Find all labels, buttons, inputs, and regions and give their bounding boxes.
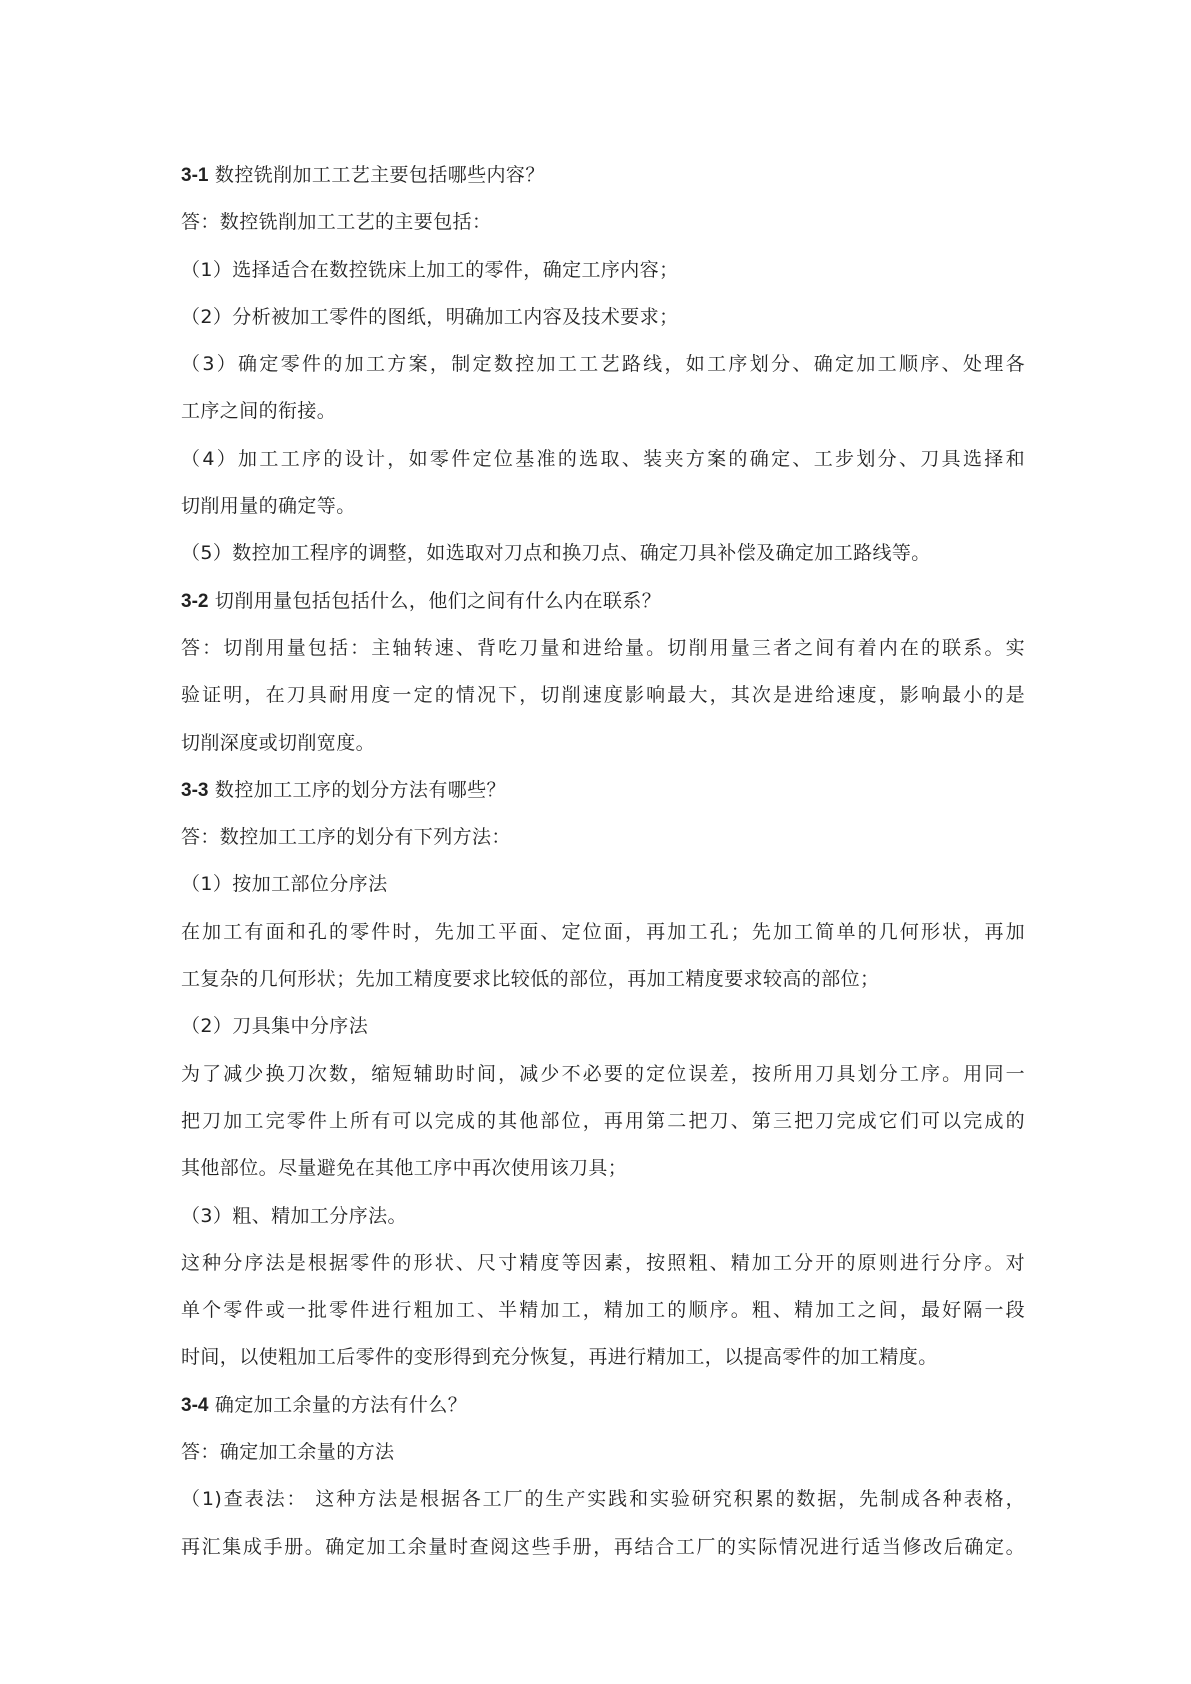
- answer-line: 答：确定加工余量的方法: [181, 1441, 395, 1464]
- question-title: 切削用量包括包括什么，他们之间有什么内在联系？: [214, 589, 662, 612]
- question-heading: [181, 1382, 1025, 1429]
- question-number: 3-4: [181, 1394, 209, 1416]
- answer-line: （2）刀具集中分序法: [181, 1015, 369, 1038]
- answer-line: （4）加工工序的设计，如零件定位基准的选取、装夹方案的确定、工步划分、刀具选择和: [181, 447, 1025, 470]
- answer-line: （1）按加工部位分序法: [181, 873, 388, 896]
- answer-line: （1）选择适合在数控铣床上加工的零件，确定工序内容；: [181, 258, 679, 281]
- question-number: 3-2: [181, 590, 209, 612]
- question-title: 确定加工余量的方法有什么？: [214, 1393, 468, 1416]
- answer-line: 答：数控铣削加工工艺的主要包括：: [181, 211, 492, 234]
- answer-line: 切削用量的确定等。: [181, 495, 356, 518]
- answer-line: （3）粗、精加工分序法。: [181, 1204, 407, 1227]
- answer-line: 切削深度或切削宽度。: [181, 731, 376, 754]
- answer-line: 工复杂的几何形状；先加工精度要求比较低的部位，再加工精度要求较高的部位；: [181, 968, 880, 991]
- answer-line: （3）确定零件的加工方案，制定数控加工工艺路线，如工序划分、确定加工顺序、处理各: [181, 353, 1025, 376]
- question-heading: [181, 767, 1025, 814]
- answer-line: 工序之间的衔接。: [181, 400, 337, 423]
- question-number: 3-1: [181, 165, 209, 186]
- question-heading: [181, 578, 1025, 625]
- answer-line: 时间，以使粗加工后零件的变形得到充分恢复，再进行精加工，以提高零件的加工精度。: [181, 1346, 938, 1369]
- answer-line: （2）分析被加工零件的图纸，明确加工内容及技术要求；: [181, 305, 679, 328]
- answer-line: 答：切削用量包括：主轴转速、背吃刀量和进给量。切削用量三者之间有着内在的联系。实: [181, 636, 1025, 659]
- answer-line: 在加工有面和孔的零件时，先加工平面、定位面，再加工孔；先加工简单的几何形状，再加: [181, 920, 1025, 943]
- answer-line: 把刀加工完零件上所有可以完成的其他部位，再用第二把刀、第三把刀完成它们可以完成的: [181, 1109, 1025, 1132]
- answer-line: 答：数控加工工序的划分有下列方法：: [181, 826, 511, 849]
- document-page: [181, 152, 1025, 1571]
- answer-line: 其他部位。尽量避免在其他工序中再次使用该刀具；: [181, 1157, 628, 1180]
- question-title: 数控铣削加工工艺主要包括哪些内容？: [214, 164, 545, 186]
- question-heading: [181, 152, 1025, 199]
- answer-line: （1)查表法： 这种方法是根据各工厂的生产实践和实验研究积累的数据，先制成各种表格，: [181, 1488, 1025, 1511]
- answer-line: 单个零件或一批零件进行粗加工、半精加工，精加工的顺序。粗、精加工之间，最好隔一段: [181, 1299, 1025, 1322]
- answer-line: 再汇集成手册。确定加工余量时查阅这些手册，再结合工厂的实际情况进行适当修改后确定。: [181, 1535, 1025, 1558]
- answer-line: 验证明，在刀具耐用度一定的情况下，切削速度影响最大，其次是进给速度，影响最小的是: [181, 684, 1025, 707]
- answer-line: （5）数控加工程序的调整，如选取对刀点和换刀点、确定刀具补偿及确定加工路线等。: [181, 542, 931, 565]
- answer-line: 这种分序法是根据零件的形状、尺寸精度等因素，按照粗、精加工分开的原则进行分序。对: [181, 1251, 1025, 1274]
- answer-line: 为了减少换刀次数，缩短辅助时间，减少不必要的定位误差，按所用刀具划分工序。用同一: [181, 1062, 1025, 1085]
- question-title: 数控加工工序的划分方法有哪些？: [214, 778, 506, 801]
- question-number: 3-3: [181, 779, 209, 801]
